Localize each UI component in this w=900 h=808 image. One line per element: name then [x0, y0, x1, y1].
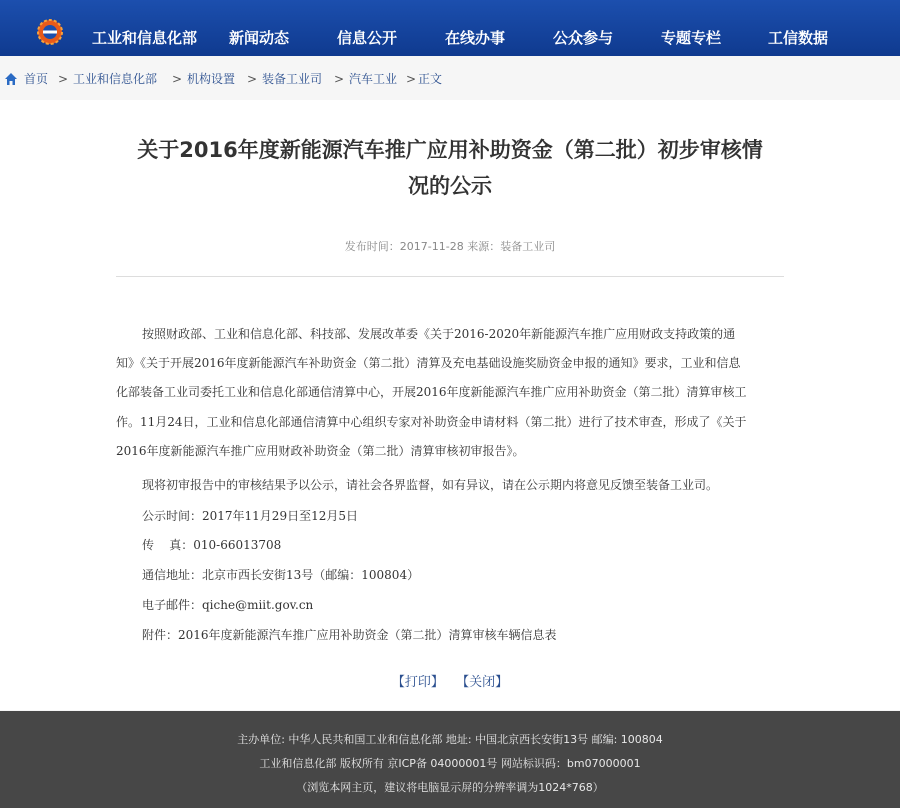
breadcrumb-home[interactable]: 首页 — [24, 72, 49, 86]
article-title-line: 关于2016年度新能源汽车推广应用补助资金（第二批）初步审核情 — [137, 138, 763, 162]
nav-item-online-services[interactable]: 在线办事 — [445, 29, 506, 47]
email-address: 电子邮件：qiche@miit.gov.cn — [142, 598, 314, 612]
breadcrumb-current: 正文 — [418, 72, 443, 86]
breadcrumb-separator: > — [406, 72, 417, 86]
article-actions — [0, 671, 900, 690]
article-title — [115, 132, 785, 204]
breadcrumb-separator: > — [247, 72, 258, 86]
nav-item-news[interactable]: 新闻动态 — [229, 29, 290, 47]
footer-resolution-note: （浏览本网主页，建议将电脑显示屏的分辨率调为1024*768） — [296, 781, 604, 794]
attachment-link[interactable]: 附件：2016年度新能源汽车推广应用补助资金（第二批）清算审核车辆信息表 — [142, 628, 557, 642]
article-title-line: 况的公示 — [408, 174, 492, 198]
breadcrumb-separator: > — [334, 72, 345, 86]
breadcrumb-miit[interactable]: 工业和信息化部 — [73, 72, 158, 86]
breadcrumb-organization[interactable]: 机构设置 — [187, 72, 236, 86]
divider — [116, 276, 784, 277]
publicity-period: 公示时间：2017年11月29日至12月5日 — [142, 509, 358, 523]
paragraph-line: 现将初审报告中的审核结果予以公示，请社会各界监督，如有异议，请在公示期内将意见反馈至装备工业司。 — [142, 478, 719, 492]
nav-item-info-disclosure[interactable]: 信息公开 — [337, 29, 398, 47]
nav-item-miit[interactable]: 工业和信息化部 — [92, 29, 198, 47]
home-icon[interactable] — [4, 72, 18, 86]
breadcrumb-auto-industry[interactable]: 汽车工业 — [349, 72, 398, 86]
footer-copyright: 工业和信息化部 版权所有 京ICP备 04000001号 网站标识码：bm07000001 — [259, 757, 641, 770]
breadcrumb-separator: > — [172, 72, 183, 86]
close-button[interactable]: 【关闭】 — [456, 675, 509, 690]
paragraph-line: 按照财政部、工业和信息化部、科技部、发展改革委《关于2016-2020年新能源汽车推广应用财政支持政策的通 — [142, 327, 736, 341]
main-nav — [0, 0, 900, 56]
paragraph-line: 知》《关于开展2016年度新能源汽车补助资金（第二批）清算及充电基础设施奖励资金申报的通知》要求，工业和信息 — [116, 356, 741, 370]
footer-sponsor: 主办单位: 中华人民共和国工业和信息化部 地址: 中国北京西长安街13号 邮编: 100804 — [237, 733, 663, 746]
paragraph-line: 化部装备工业司委托工业和信息化部通信清算中心，开展2016年度新能源汽车推广应用补助资金（第二批）清算审核工 — [116, 385, 747, 399]
top-navigation-bar — [0, 0, 900, 56]
article-meta: 发布时间：2017-11-28 来源：装备工业司 — [344, 240, 556, 253]
mailing-address: 通信地址：北京市西长安街13号（邮编：100804） — [142, 568, 420, 582]
fax-number: 传 真：010-66013708 — [142, 538, 282, 552]
paragraph-line: 作。11月24日，工业和信息化部通信清算中心组织专家对补助资金申请材料（第二批）进行了技术审查，形成了《关于 — [116, 415, 747, 429]
breadcrumb-equipment-dept[interactable]: 装备工业司 — [262, 72, 323, 86]
breadcrumb-separator: > — [58, 72, 69, 86]
site-footer — [0, 711, 900, 808]
paragraph-line: 2016年度新能源汽车推广应用财政补助资金（第二批）清算审核初审报告》。 — [116, 444, 525, 458]
print-button[interactable]: 【打印】 — [391, 675, 444, 690]
nav-item-miit-data[interactable]: 工信数据 — [768, 29, 829, 47]
nav-item-public-participation[interactable]: 公众参与 — [553, 29, 614, 47]
nav-item-special-topics[interactable]: 专题专栏 — [661, 29, 722, 47]
